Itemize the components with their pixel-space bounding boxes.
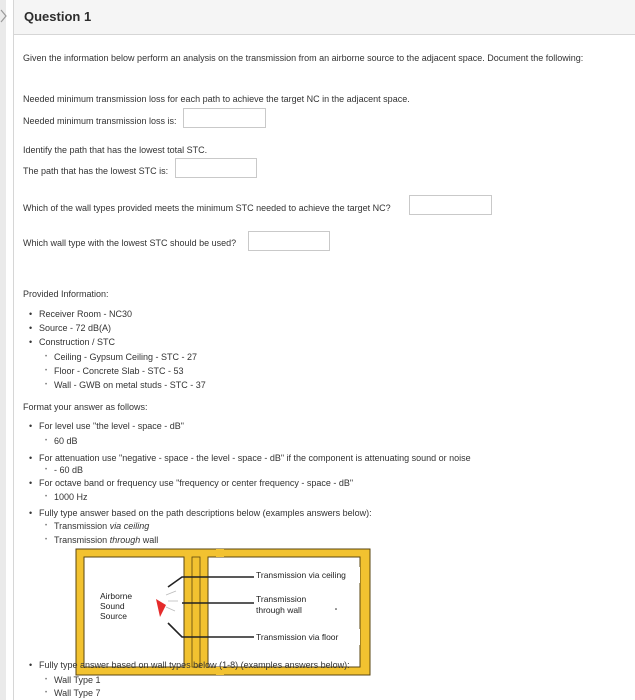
provided-heading: Provided Information: [23, 289, 109, 299]
min-transmission-loss-answer-field[interactable] [183, 108, 266, 128]
source-item: • Source - 72 dB(A) [39, 323, 111, 333]
q2-prompt: Identify the path that has the lowest total STC. [23, 145, 208, 155]
format-octave: • For octave band or frequency use "frequency or center frequency - space - dB" [39, 478, 353, 488]
path-example-2-text: Transmission [54, 535, 110, 545]
q1-prompt: Needed minimum transmission loss for each path to achieve the target NC in the adjacent space. [23, 94, 410, 104]
source-label-2: Sound [100, 601, 125, 611]
format-path-example-1 [54, 521, 149, 531]
question-body [13, 35, 635, 700]
label-via-floor: Transmission via floor [256, 632, 339, 642]
format-path-example-2 [54, 535, 158, 545]
page-edge [0, 0, 6, 700]
wall-item: • Wall - GWB on metal studs - STC - 37 [54, 380, 206, 390]
question-title: Question 1 [24, 9, 92, 24]
wall-type-example-1: • Wall Type 1 [54, 675, 101, 685]
receiver-item: • Receiver Room - NC30 [39, 309, 132, 319]
label-through-wall-2: through wall [256, 605, 302, 615]
source-label-3: Source [100, 611, 127, 621]
path-example-2-tail: wall [140, 535, 159, 545]
q4-prompt: Which wall type with the lowest STC should be used? [23, 238, 237, 248]
path-example-1-text: Transmission [54, 521, 110, 531]
source-label-1: Airborne [100, 591, 133, 601]
construction-item: • Construction / STC [39, 337, 115, 347]
wall-type-example-2: • Wall Type 7 [54, 688, 101, 698]
intro-text: Given the information below perform an analysis on the transmission from an airborne source to the adjacent space. Document the following: [23, 53, 584, 63]
path-example-1-italic: via ceiling [109, 521, 150, 531]
chevron-right-icon[interactable] [0, 9, 8, 23]
label-through-wall-1: Transmission [256, 594, 307, 604]
lowest-stc-path-answer-field[interactable] [175, 158, 257, 178]
ceiling-item: • Ceiling - Gypsum Ceiling - STC - 27 [54, 352, 197, 362]
format-path: • Fully type answer based on the path descriptions below (examples answers below): [39, 508, 372, 518]
question-header [13, 0, 635, 35]
format-level: • For level use "the level - space - dB" [39, 421, 184, 431]
wall-type-meets-stc-answer-field[interactable] [409, 195, 492, 215]
format-attenuation: • For attenuation use "negative - space - the level - space - dB" if the component is attenuating sound or noise [39, 453, 471, 463]
q3-prompt: Which of the wall types provided meets the minimum STC needed to achieve the target NC? [23, 203, 391, 213]
format-level-example: • 60 dB [54, 436, 78, 446]
floor-item: • Floor - Concrete Slab - STC - 53 [54, 366, 184, 376]
format-wall-type: • Fully type answer based on wall types below (1-8) (examples answers below): [39, 660, 350, 670]
q1-label: Needed minimum transmission loss is: [23, 116, 177, 126]
label-via-ceiling: Transmission via ceiling [256, 570, 346, 580]
format-octave-example: • 1000 Hz [54, 492, 88, 502]
format-attenuation-example: • - 60 dB [54, 465, 83, 475]
q2-label: The path that has the lowest STC is: [23, 166, 169, 176]
lowest-stc-wall-type-answer-field[interactable] [248, 231, 330, 251]
format-heading: Format your answer as follows: [23, 402, 148, 412]
path-example-2-italic: through [109, 535, 141, 545]
